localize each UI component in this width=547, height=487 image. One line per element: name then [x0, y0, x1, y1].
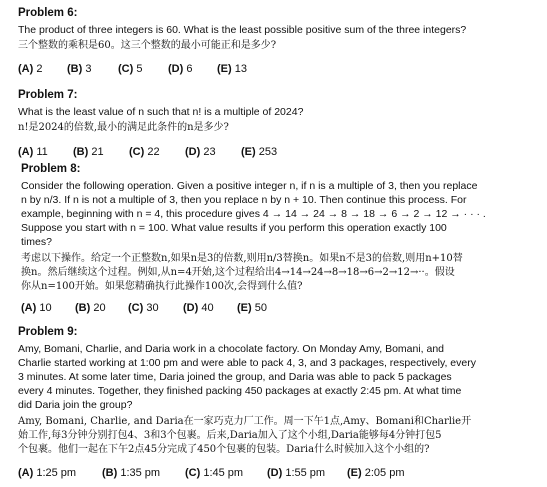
problem-6-text-cn: 三个整数的乘积是60。这三个整数的最小可能正和是多少?: [18, 40, 277, 51]
choice-label: (A): [18, 63, 34, 75]
choice-value: 10: [39, 302, 52, 314]
choice-value: 13: [234, 63, 247, 75]
choice-value: 50: [254, 302, 267, 314]
problem-9-text-cn-line: 个包裹。他们一起在下午2点45分完成了450个包裹的包装。Daria什么时候加入这个小组的?: [18, 444, 430, 455]
problem-9-text-line: Charlie started working at 1:00 pm and were able to pack 4, 3, and 3 packages, respectively, every: [18, 357, 476, 369]
problem-9-text-cn-line: Amy, Bomani, Charlie, and Daria在一家巧克力厂工作。周一下午1点,Amy、Bomani和Charlie开: [18, 416, 472, 427]
choice-value: 3: [85, 63, 92, 75]
choice-value: 2: [36, 63, 43, 75]
choice-value: 30: [146, 302, 159, 314]
problem-9-text-line: did Daria join the group?: [18, 399, 133, 411]
choice-label: (A): [21, 302, 37, 314]
problem-6-choices: [18, 63, 247, 76]
choice-label: (B): [75, 302, 91, 314]
problem-9-text-line: Amy, Bomani, Charlie, and Daria work in a chocolate factory. On Monday Amy, Bomani, and: [18, 343, 445, 355]
problem-9-text-line: 3 minutes. At some later time, Daria joined the group, and Daria was able to pack 5 packages: [18, 371, 452, 383]
problem-7-title: Problem 7:: [18, 89, 78, 101]
choice-value: 21: [91, 146, 104, 158]
choice-label: (A): [18, 467, 34, 479]
choice-label: (D): [185, 146, 201, 158]
choice-label: (C): [128, 302, 144, 314]
choice-label: (A): [18, 146, 34, 158]
choice-value: 11: [36, 146, 48, 158]
choice-label: (C): [118, 63, 134, 75]
problem-7-text: What is the least value of n such that n! is a multiple of 2024?: [18, 106, 304, 118]
problem-8-title: Problem 8:: [21, 163, 81, 175]
problem-6-title: Problem 6:: [18, 7, 78, 19]
choice-value: 1:45 pm: [203, 467, 244, 479]
choice-value: 1:25 pm: [36, 467, 77, 479]
problem-8-text-line: Suppose you start with n = 100. What value results if you perform this operation exactly 100: [21, 222, 447, 234]
problem-7-choices: [18, 146, 277, 159]
choice-value: 40: [201, 302, 214, 314]
choice-value: 5: [136, 63, 143, 75]
problem-8-choices: [21, 302, 267, 315]
problem-7-text-cn: n!是2024的倍数,最小的满足此条件的n是多少?: [18, 122, 229, 133]
choice-label: (E): [347, 467, 362, 479]
choice-value: 2:05 pm: [364, 467, 405, 479]
choice-value: 253: [258, 146, 278, 158]
problem-9-title: Problem 9:: [18, 326, 78, 338]
choice-label: (E): [241, 146, 256, 158]
problem-9-choices: [18, 467, 404, 480]
problem-8-text-cn-line: 考虑以下操作。给定一个正整数n,如果n是3的倍数,则用n/3替换n。如果n不是3的倍数,则用n+10替: [21, 253, 463, 264]
choice-value: 1:35 pm: [120, 467, 161, 479]
problem-8-text-line: n by n/3. If n is not a multiple of 3, then you replace n by n + 10. Then continue this process. For: [21, 194, 467, 206]
choice-label: (B): [67, 63, 83, 75]
choice-label: (C): [185, 467, 201, 479]
choice-value: 6: [186, 63, 193, 75]
choice-label: (D): [267, 467, 283, 479]
choice-label: (E): [237, 302, 252, 314]
problem-8-text-cn-line: 换n。然后继续这个过程。例如,从n=4开始,这个过程给出4→14→24→8→18→6→2→12→··。假设: [21, 267, 455, 278]
problem-6-text: The product of three integers is 60. What is the least possible positive sum of the three integers?: [18, 24, 467, 36]
choice-label: (D): [183, 302, 199, 314]
choice-label: (C): [129, 146, 145, 158]
choice-label: (B): [73, 146, 89, 158]
problem-8-text-line: times?: [21, 236, 52, 248]
choice-value: 22: [147, 146, 160, 158]
choice-label: (D): [168, 63, 184, 75]
problem-8-text-cn-line: 你从n=100开始。如果您精确执行此操作100次,会得到什么值?: [21, 281, 303, 292]
choice-label: (B): [102, 467, 118, 479]
choice-value: 23: [203, 146, 216, 158]
problem-8-text-line: example, beginning with n = 4, this procedure gives 4 → 14 → 24 → 8 → 18 → 6 → 2 → 12 → · · · .: [21, 208, 486, 220]
problem-9-text-line: every 4 minutes. Together, they finished packing 450 packages at exactly 2:45 pm. At what time: [18, 385, 462, 397]
problem-9-text-cn-line: 始工作,每3分钟分别打包4、3和3个包裹。后来,Daria加入了这个小组,Daria能够每4分钟打包5: [18, 430, 442, 441]
choice-label: (E): [217, 63, 232, 75]
problem-8-text-line: Consider the following operation. Given a positive integer n, if n is a multiple of 3, then you replace: [21, 180, 478, 192]
choice-value: 20: [93, 302, 106, 314]
choice-value: 1:55 pm: [285, 467, 326, 479]
